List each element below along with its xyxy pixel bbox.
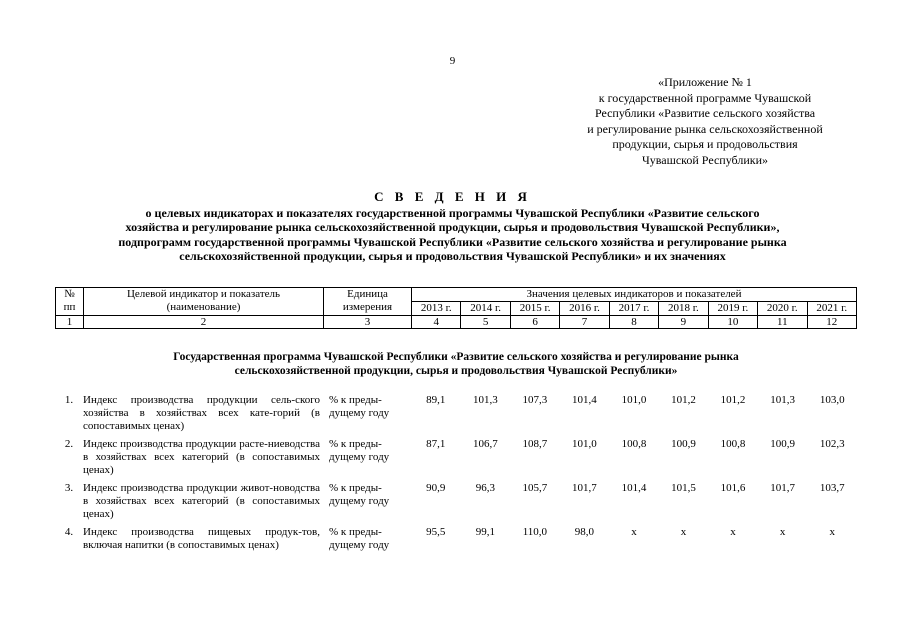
- value-cell: x: [680, 526, 687, 538]
- value-cell: x: [631, 526, 637, 538]
- column-number: 10: [708, 316, 757, 329]
- value-cell: 101,7: [770, 482, 795, 494]
- row-number: 3.: [64, 482, 74, 494]
- header-unit-line1: Единица: [347, 288, 388, 300]
- value-cell: 106,7: [472, 438, 498, 450]
- indicator-unit: % к преды-дущему году: [329, 438, 390, 463]
- header-number: [56, 288, 84, 316]
- value-cell: 95,5: [426, 526, 446, 538]
- appendix-line: продукции, сырья и продовольствия: [612, 137, 798, 151]
- value-cell: 101,3: [770, 394, 795, 406]
- value-cell: 100,8: [720, 438, 746, 450]
- appendix-line: «Приложение № 1: [658, 75, 752, 89]
- column-number: 9: [659, 316, 708, 329]
- column-number: 5: [461, 316, 510, 329]
- header-year: 2013 г.: [412, 302, 461, 316]
- appendix-line: и регулирование рынка сельскохозяйственной: [587, 121, 823, 136]
- header-values-group: Значения целевых индикаторов и показателей: [412, 288, 857, 302]
- column-number: 4: [412, 316, 461, 329]
- value-cell: 87,1: [426, 438, 446, 450]
- row-number: 2.: [64, 438, 74, 450]
- header-indicator: [84, 288, 324, 316]
- value-cell: x: [829, 526, 835, 538]
- section-title-line: Государственная программа Чувашской Республики «Развитие сельского хозяйства и регулирование рынка: [173, 351, 739, 363]
- section-title: [55, 350, 857, 378]
- appendix-line: к государственной программе Чувашской: [598, 90, 812, 105]
- indicator-name: Индекс производства продукции живот-новодства в хозяйствах всех категорий (в сопоставимых ценах): [83, 482, 320, 520]
- value-cell: 89,1: [426, 394, 446, 406]
- indicators-table-header: [55, 287, 857, 329]
- indicators-table-body: [55, 394, 857, 557]
- value-cell: 101,2: [720, 394, 746, 406]
- value-cell: 100,8: [621, 438, 647, 450]
- value-cell: 101,5: [671, 482, 696, 494]
- heading-line: сельскохозяйственной продукции, сырья и продовольствия Чувашской Республики» и их значениях: [179, 249, 726, 263]
- value-cell: 99,1: [475, 526, 495, 538]
- header-year: 2018 г.: [659, 302, 708, 316]
- value-cell: 108,7: [522, 438, 548, 450]
- header-indicator-line1: Целевой индикатор и показатель: [126, 288, 281, 300]
- header-year: 2015 г.: [510, 302, 559, 316]
- header-year: 2014 г.: [461, 302, 510, 316]
- row-number: 4.: [64, 526, 74, 538]
- header-unit-line2: измерения: [342, 301, 393, 313]
- indicator-name: Индекс производства продукции расте-ниеводства в хозяйствах всех категорий (в сопоставимых ценах): [83, 438, 320, 476]
- header-unit: [324, 288, 412, 316]
- table-row: [55, 526, 857, 557]
- column-number: 3: [324, 316, 412, 329]
- indicator-unit: % к преды-дущему году: [329, 394, 390, 419]
- header-year: 2019 г.: [708, 302, 757, 316]
- value-cell: x: [779, 526, 786, 538]
- value-cell: 105,7: [522, 482, 548, 494]
- table-row: [55, 482, 857, 526]
- value-cell: 103,0: [819, 394, 845, 406]
- appendix-line: Республики «Развитие сельского хозяйства: [594, 106, 816, 120]
- value-cell: 103,7: [819, 482, 845, 494]
- column-number: 8: [609, 316, 658, 329]
- value-cell: 101,7: [572, 482, 597, 494]
- value-cell: 101,0: [572, 438, 597, 450]
- value-cell: 107,3: [522, 394, 548, 406]
- row-number: 1.: [64, 394, 74, 406]
- header-year: 2017 г.: [609, 302, 658, 316]
- value-cell: 101,0: [621, 394, 647, 406]
- section-title-line: сельскохозяйственной продукции, сырья и продовольствия Чувашской Республики»: [234, 365, 678, 377]
- page-number: 9: [449, 55, 456, 67]
- table-row: [55, 438, 857, 482]
- column-number: 6: [510, 316, 559, 329]
- indicator-unit: % к преды-дущему году: [329, 482, 390, 507]
- document-heading: [50, 190, 855, 264]
- value-cell: 100,9: [671, 438, 696, 450]
- appendix-note: [555, 75, 855, 168]
- heading-line: о целевых индикаторах и показателях государственной программы Чувашской Республики «Развитие сельского: [145, 205, 760, 220]
- column-number: 11: [758, 316, 807, 329]
- indicator-name: Индекс производства пищевых продук-тов, включая напитки (в сопоставимых ценах): [83, 526, 320, 551]
- value-cell: 100,9: [770, 438, 795, 450]
- column-number: 1: [56, 316, 84, 329]
- value-cell: 101,4: [621, 482, 647, 494]
- value-cell: 102,3: [819, 438, 845, 450]
- indicator-unit: % к преды-дущему году: [329, 526, 390, 551]
- value-cell: 101,2: [671, 394, 696, 406]
- value-cell: 110,0: [522, 526, 548, 538]
- header-year: 2020 г.: [758, 302, 807, 316]
- column-number: 2: [84, 316, 324, 329]
- value-cell: 90,9: [426, 482, 446, 494]
- value-cell: 101,4: [572, 394, 597, 406]
- document-title: С В Е Д Е Н И Я: [374, 189, 531, 204]
- value-cell: 101,6: [720, 482, 746, 494]
- header-year: 2016 г.: [560, 302, 609, 316]
- header-number-line2: пп: [63, 301, 76, 313]
- table-row: [55, 394, 857, 438]
- value-cell: x: [730, 526, 736, 538]
- header-number-line1: №: [64, 288, 75, 300]
- appendix-line: Чувашской Республики»: [641, 152, 769, 167]
- value-cell: 96,3: [475, 482, 495, 494]
- header-indicator-line2: (наименование): [166, 301, 241, 313]
- column-number: 7: [560, 316, 609, 329]
- indicator-name: Индекс производства продукции сель-ского хозяйства в хозяйствах всех кате-горий (в сопоставимых ценах): [83, 394, 320, 432]
- header-year: 2021 г.: [807, 302, 857, 316]
- heading-line: хозяйства и регулирование рынка сельскохозяйственной продукции, сырья и продовольствия Чувашской Республики»,: [125, 220, 780, 234]
- heading-line: подпрограмм государственной программы Чувашской Республики «Развитие сельского хозяйства и регулирование рынка: [118, 234, 787, 249]
- value-cell: 101,3: [472, 394, 498, 406]
- value-cell: 98,0: [574, 526, 595, 538]
- column-number: 12: [807, 316, 857, 329]
